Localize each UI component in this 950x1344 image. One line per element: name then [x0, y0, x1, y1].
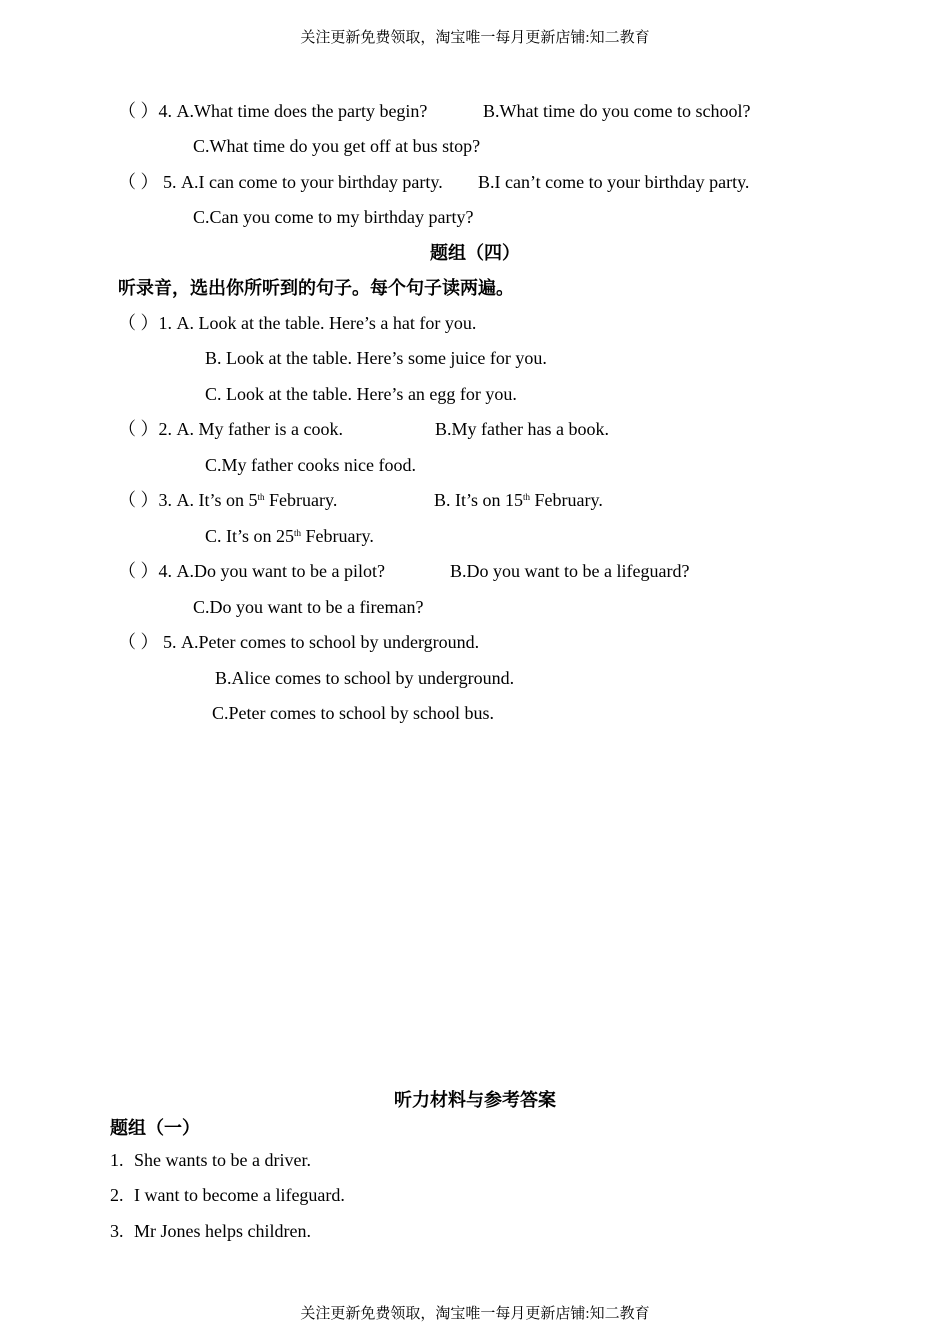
- answer-item: [110, 1184, 345, 1206]
- page-footer: 关注更新免费领取，淘宝唯一每月更新店铺:知二教育: [300, 1306, 650, 1322]
- answer-bracket: （ ） 5.: [118, 632, 177, 652]
- ordinal-suffix: th: [523, 492, 531, 502]
- option-a: A. Look at the table. Here’s a hat for you.: [176, 313, 477, 333]
- ordinal-suffix: th: [294, 528, 302, 538]
- option-a-text: A. It’s on 5: [176, 490, 258, 510]
- answers-title: 听力材料与参考答案: [394, 1090, 556, 1110]
- option-b: B.I can’t come to your birthday party.: [478, 172, 750, 192]
- ordinal-suffix: th: [257, 492, 265, 502]
- option-c: C.What time do you get off at bus stop?: [193, 136, 481, 156]
- page-header: 关注更新免费领取，淘宝唯一每月更新店铺:知二教育: [300, 30, 650, 46]
- option-c: C.Peter comes to school by school bus.: [212, 703, 494, 723]
- answer-bracket: （ ）3.: [118, 490, 172, 510]
- option-b-text: B. It’s on 15: [434, 490, 524, 510]
- option-a: A. My father is a cook.: [176, 419, 343, 439]
- month-text: February.: [301, 526, 374, 546]
- question-2-line1: [118, 418, 343, 440]
- option-a: A.What time does the party begin?: [176, 101, 428, 121]
- answer-number: 1.: [110, 1150, 124, 1170]
- answer-text: I want to become a lifeguard.: [134, 1185, 345, 1205]
- option-c: C.Can you come to my birthday party?: [193, 207, 474, 227]
- question-prev-4-line1: [118, 100, 427, 122]
- option-c-text: C. It’s on 25: [205, 526, 295, 546]
- answer-number: 3.: [110, 1221, 124, 1241]
- answer-bracket: （ ）4.: [118, 561, 172, 581]
- answer-text: Mr Jones helps children.: [134, 1221, 311, 1241]
- answer-item: [110, 1220, 311, 1242]
- question-prev-5-line1: [118, 171, 443, 193]
- option-c: [205, 525, 374, 547]
- answer-item: [110, 1149, 311, 1171]
- month-text: February.: [530, 490, 603, 510]
- option-b: B.Do you want to be a lifeguard?: [450, 561, 690, 581]
- option-a: A.Peter comes to school by underground.: [181, 632, 480, 652]
- option-a: [177, 490, 338, 510]
- group4-title: 题组（四）: [430, 243, 520, 263]
- option-b: [434, 489, 603, 511]
- option-c: C.My father cooks nice food.: [205, 455, 416, 475]
- option-a: A.I can come to your birthday party.: [181, 172, 443, 192]
- answer-bracket: （ ）2.: [118, 419, 172, 439]
- question-3-line1: [118, 489, 337, 511]
- answer-text: She wants to be a driver.: [134, 1150, 311, 1170]
- option-b: B.Alice comes to school by underground.: [215, 668, 515, 688]
- group4-instruction: 听录音，选出你所听到的句子。每个句子读两遍。: [118, 278, 514, 298]
- answer-bracket: （ ） 5.: [118, 172, 177, 192]
- option-c: C. Look at the table. Here’s an egg for you.: [205, 384, 517, 404]
- month-text: February.: [264, 490, 338, 510]
- option-b: B.What time do you come to school?: [483, 101, 751, 121]
- option-c: C.Do you want to be a fireman?: [193, 597, 424, 617]
- question-1-line1: [118, 312, 476, 334]
- answer-bracket: （ ）1.: [118, 313, 172, 333]
- option-b: B.My father has a book.: [435, 419, 609, 439]
- answer-bracket: （ ）4.: [118, 101, 172, 121]
- option-a: A.Do you want to be a pilot?: [176, 561, 385, 581]
- answers-group1-title: 题组（一）: [110, 1118, 200, 1138]
- option-b: B. Look at the table. Here’s some juice for you.: [205, 348, 547, 368]
- answer-number: 2.: [110, 1185, 124, 1205]
- question-5-line1: [118, 631, 479, 653]
- question-4-line1: [118, 560, 385, 582]
